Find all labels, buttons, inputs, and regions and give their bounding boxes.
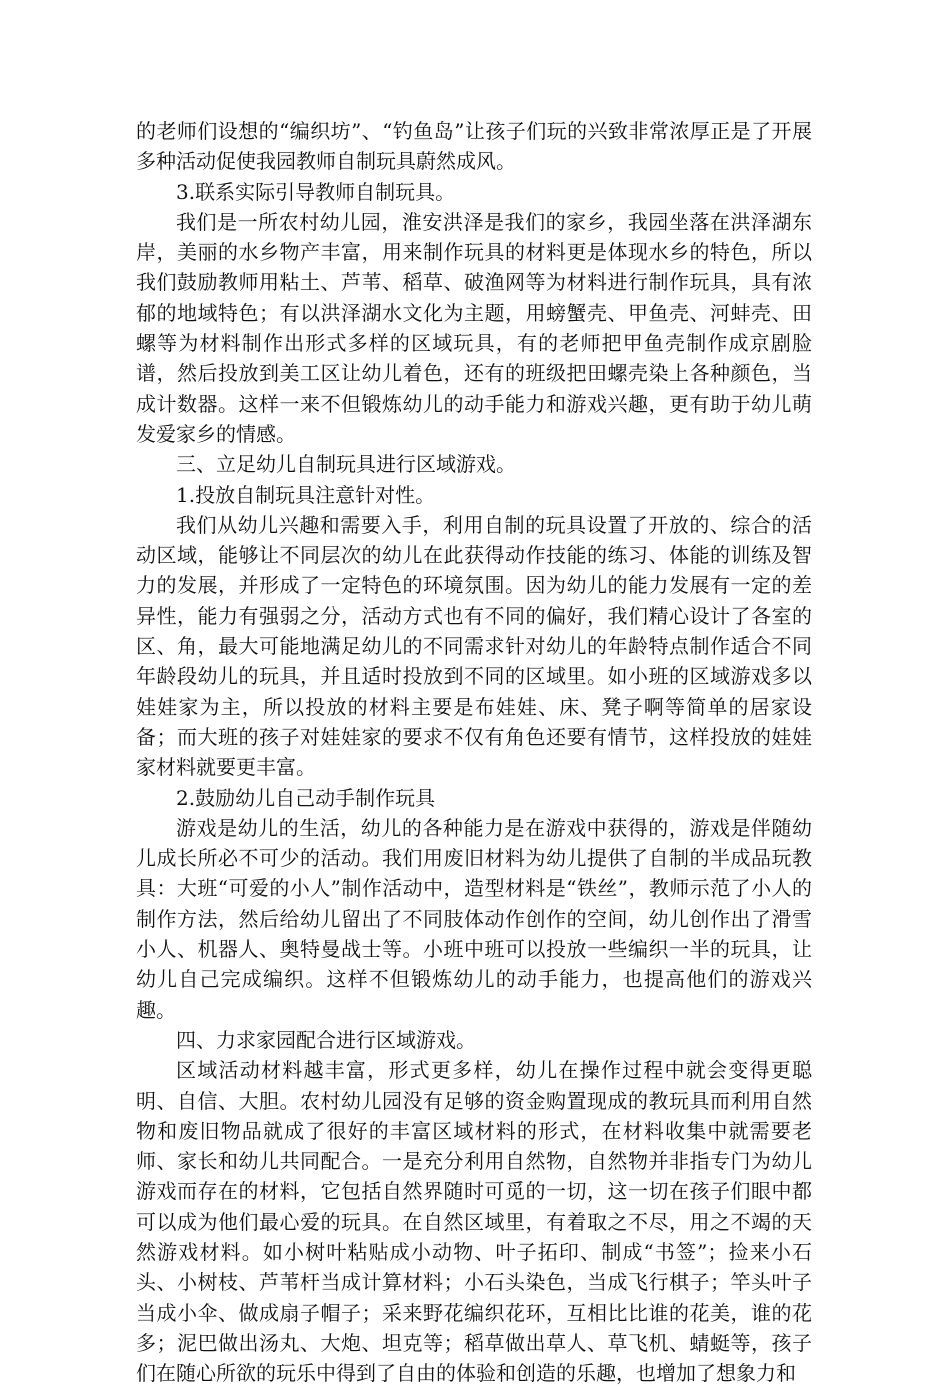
section-heading-4: 四、力求家园配合进行区域游戏。 bbox=[176, 1027, 476, 1052]
paragraph-continued: 的老师们设想的“编织坊”、“钓鱼岛”让孩子们玩的兴致非常浓厚正是了开展多种活动促使我园教师自制玩具蔚然成风。 bbox=[136, 119, 812, 174]
document-body bbox=[136, 116, 812, 1388]
subheading-2: 2.鼓励幼儿自己动手制作玩具 bbox=[176, 785, 436, 810]
paragraph-home-school-cooperation: 区域活动材料越丰富，形式更多样，幼儿在操作过程中就会变得更聪明、自信、大胆。农村幼儿园没有足够的资金购置现成的教玩具而利用自然物和废旧物品就成了很好的丰富区域材料的形式，在材料收集中就需要老师、家长和幼儿共同配合。一是充分利用自然物，自然物并非指专门为幼儿游戏而存在的材料，它包括自然界随时可觅的一切，这一切在孩子们眼中都可以成为他们最心爱的玩具。在自然区域里，有着取之不尽，用之不竭的天然游戏材料。如小树叶粘贴成小动物、叶子拓印、制成“书签”；捡来小石头、小树枝、芦苇杆当成计算材料；小石头染色，当成飞行棋子；竿头叶子当成小伞、做成扇子帽子；采来野花编织花环，互相比比谁的花美，谁的花多；泥巴做出汤丸、大炮、坦克等；稻草做出草人、草飞机、蜻蜓等，孩子们在随心所欲的玩乐中得到了自由的体验和创造的乐趣，也增加了想象力和 bbox=[136, 1058, 812, 1386]
section-heading-3: 三、立足幼儿自制玩具进行区域游戏。 bbox=[176, 452, 516, 477]
paragraph-local-materials: 我们是一所农村幼儿园，淮安洪泽是我们的家乡，我园坐落在洪泽湖东岸，美丽的水乡物产丰富，用来制作玩具的材料更是体现水乡的特色，所以我们鼓励教师用粘土、芦苇、稻草、破渔网等为材料进行制作玩具，具有浓郁的地域特色；有以洪泽湖水文化为主题，用螃蟹壳、甲鱼壳、河蚌壳、田螺等为材料制作出形式多样的区域玩具，有的老师把甲鱼壳制作成京剧脸谱，然后投放到美工区让幼儿着色，还有的班级把田螺壳染上各种颜色，当成计数器。这样一来不但锻炼幼儿的动手能力和游戏兴趣，更有助于幼儿萌发爱家乡的情感。 bbox=[136, 209, 812, 446]
paragraph-targeted-placement: 我们从幼儿兴趣和需要入手，利用自制的玩具设置了开放的、综合的活动区域，能够让不同层次的幼儿在此获得动作技能的练习、体能的训练及智力的发展，并形成了一定特色的环境氛围。因为幼儿的能力发展有一定的差异性，能力有强弱之分，活动方式也有不同的偏好，我们精心设计了各室的区、角，最大可能地满足幼儿的不同需求针对幼儿的年龄特点制作适合不同年龄段幼儿的玩具，并且适时投放到不同的区域里。如小班的区域游戏多以娃娃家为主，所以投放的材料主要是布娃娃、床、凳子啊等简单的居家设备；而大班的孩子对娃娃家的要求不仅有角色还要有情节，这样投放的娃娃家材料就要更丰富。 bbox=[136, 512, 812, 780]
paragraph-children-making-toys: 游戏是幼儿的生活，幼儿的各种能力是在游戏中获得的，游戏是伴随幼儿成长所必不可少的活动。我们用废旧材料为幼儿提供了自制的半成品玩教具：大班“可爱的小人”制作活动中，造型材料是“铁丝”，教师示范了小人的制作方法，然后给幼儿留出了不同肢体动作创作的空间，幼儿创作出了滑雪小人、机器人、奥特曼战士等。小班中班可以投放一些编织一半的玩具，让幼儿自己完成编织。这样不但锻炼幼儿的动手能力，也提高他们的游戏兴趣。 bbox=[136, 815, 812, 1022]
subheading-3: 3.联系实际引导教师自制玩具。 bbox=[176, 179, 456, 204]
subheading-1: 1.投放自制玩具注意针对性。 bbox=[176, 482, 436, 507]
